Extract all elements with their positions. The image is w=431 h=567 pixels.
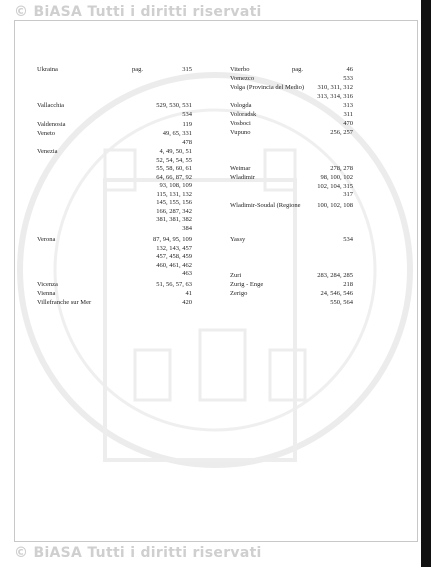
index-term: Wladimir xyxy=(230,174,255,181)
page-numbers: 470 xyxy=(343,120,353,127)
page-numbers: 420 xyxy=(182,299,192,306)
page-numbers: 100, 102, 108 xyxy=(317,202,353,209)
page-numbers: 315 xyxy=(182,66,192,73)
page-numbers: 311 xyxy=(343,111,353,118)
page-numbers: 218 xyxy=(343,281,353,288)
index-term: Zurig - Enge xyxy=(230,281,264,288)
scan-edge xyxy=(421,0,431,567)
index-term: Vupuno xyxy=(230,129,251,136)
index-term: Valdenosia xyxy=(37,121,66,128)
page-prefix: pag. xyxy=(292,66,304,73)
index-term: Weimar xyxy=(230,165,251,172)
index-entry xyxy=(230,290,353,320)
copyright-watermark-top: © BiASA Tutti i diritti riservati xyxy=(14,4,262,20)
page-numbers: 534 xyxy=(343,236,353,243)
page-numbers: 49, 65, 331 478 xyxy=(162,130,192,146)
index-entry xyxy=(37,299,192,329)
page-numbers: 310, 311, 312 313, 314, 316 xyxy=(317,84,353,100)
index-entry xyxy=(230,174,353,204)
index-term: Zuri xyxy=(230,272,242,279)
page-numbers: 51, 56, 57, 63 xyxy=(156,281,192,288)
index-term: Vienna xyxy=(37,290,56,297)
index-entry xyxy=(230,236,353,266)
page-numbers: 24, 546, 546 550, 564 xyxy=(320,290,353,306)
page-numbers: 87, 94, 95, 109 132, 143, 457 457, 458, 459 460, 461, 462 463 xyxy=(153,236,192,277)
index-entry xyxy=(230,202,353,232)
index-entry xyxy=(37,148,192,244)
index-term: Voloradsk xyxy=(230,111,257,118)
index-term: Zerigo xyxy=(230,290,248,297)
index-term: Vallacchia xyxy=(37,102,65,109)
page-numbers: 256, 257 xyxy=(330,129,353,136)
index-term: Verona xyxy=(37,236,56,243)
index-term: Vologda xyxy=(230,102,252,109)
page-numbers: 278, 278 xyxy=(330,165,353,172)
index-term: Viterbo xyxy=(230,66,250,73)
page-numbers: 119 xyxy=(182,121,192,128)
page-prefix: pag. xyxy=(132,66,144,73)
index-term: Ukraina xyxy=(37,66,58,73)
index-term: Volga (Provincia del Medio) xyxy=(230,84,305,91)
page-numbers: 46 xyxy=(346,66,353,73)
index-term: Vicenza xyxy=(37,281,58,288)
copyright-watermark-bottom: © BiASA Tutti i diritti riservati xyxy=(14,545,262,561)
page-numbers: 529, 530, 531 534 xyxy=(156,102,192,118)
index-term: Villefranche sur Mer xyxy=(37,299,92,306)
page-numbers: 283, 284, 285 xyxy=(317,272,353,279)
page-numbers: 533 xyxy=(343,75,353,82)
page-numbers: 41 xyxy=(185,290,192,297)
index-term: Yassy xyxy=(230,236,246,243)
index-entry xyxy=(37,66,192,96)
index-term: Vomezco xyxy=(230,75,255,82)
page-numbers: 313 xyxy=(343,102,353,109)
index-term: Wladimir-Soudal (Regione xyxy=(230,202,301,209)
index-term: Venezia xyxy=(37,148,58,155)
index-term: Veneto xyxy=(37,130,56,137)
page-numbers: 98, 100, 102 102, 104, 315 317 xyxy=(317,174,353,198)
page-numbers: 4, 49, 50, 51 52, 54, 54, 55 55, 58, 60, 61 64, 66, 87, 92 93, 108, 109 115, 131, 132 145, 155, 156 166, 287, 342 381, 381, 382 384 xyxy=(156,148,192,232)
index-entry xyxy=(230,129,353,159)
index-term: Vosboci xyxy=(230,120,251,127)
index-entry xyxy=(37,236,192,286)
